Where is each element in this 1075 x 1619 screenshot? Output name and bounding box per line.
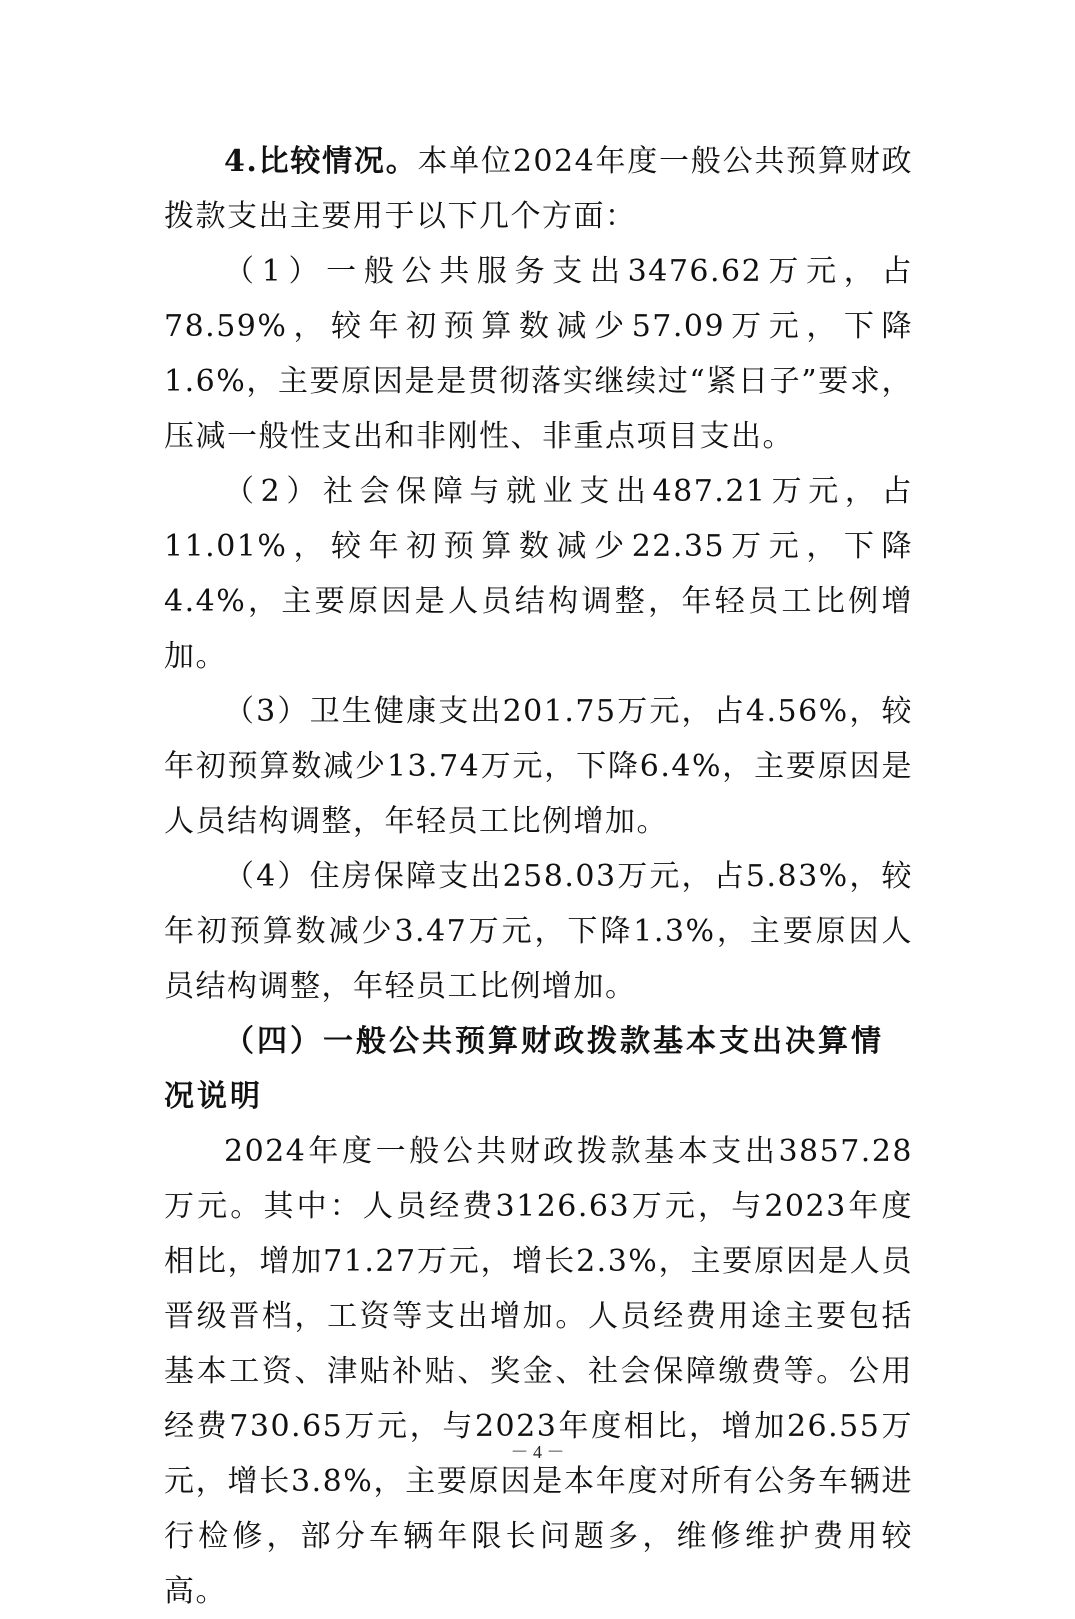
basic-expenditure-paragraph: 2024年度一般公共财政拨款基本支出3857.28万元。其中：人员经费3126.63万元，与2023年度相比，增加71.27万元，增长2.3%，主要原因是人员晋级晋档，工资等支出增加。人员经费用途主要包括基本工资、津贴补贴、奖金、社会保障缴费等。公用经费730.65万元，与2023年度相比，增加26.55万元，增长3.8%，主要原因是本年度对所有公务车辆进行检修，部分车辆年限长问题多，维修维护费用较高。 <box>164 1134 913 1609</box>
expenditure-item-general-services: （1）一般公共服务支出3476.62万元，占78.59%，较年初预算数减少57.09万元，下降1.6%，主要原因是是贯彻落实继续过“紧日子”要求，压减一般性支出和非刚性、非重点项目支出。 <box>164 254 913 454</box>
page-number: － 4 － <box>510 1442 565 1462</box>
comparison-paragraph <box>164 134 913 244</box>
expenditure-item-health: （3）卫生健康支出201.75万元，占4.56%，较年初预算数减少13.74万元，下降6.4%，主要原因是人员结构调整，年轻员工比例增加。 <box>164 694 913 839</box>
page-content <box>164 134 913 1619</box>
comparison-intro: 本单位2024年度一般公共预算财政拨款支出主要用于以下几个方面： <box>164 144 913 234</box>
section-title-basic-expenditure: （四）一般公共预算财政拨款基本支出决算情况说明 <box>164 1024 884 1114</box>
expenditure-item-housing: （4）住房保障支出258.03万元，占5.83%，较年初预算数减少3.47万元，下降1.3%，主要原因人员结构调整，年轻员工比例增加。 <box>164 859 913 1004</box>
comparison-heading: 4.比较情况。 <box>224 144 418 179</box>
expenditure-item-social-security: （2）社会保障与就业支出487.21万元，占11.01%，较年初预算数减少22.35万元，下降4.4%，主要原因是人员结构调整，年轻员工比例增加。 <box>164 474 913 674</box>
